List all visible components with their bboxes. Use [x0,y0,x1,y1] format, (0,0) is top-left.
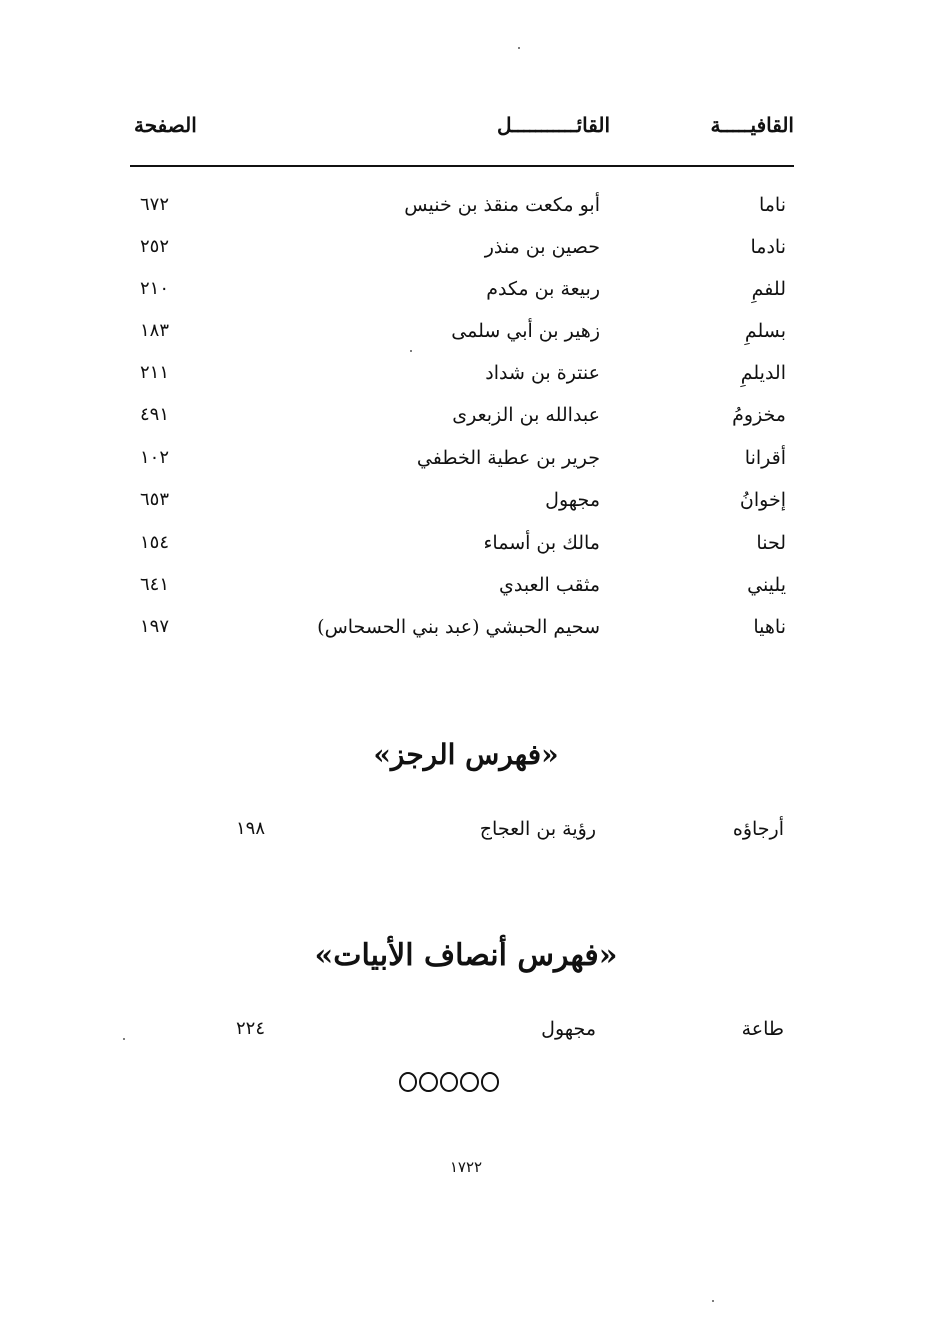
rajaz-page: ١٩٨ [236,818,266,839]
row-page: ١٥٤ [140,532,170,553]
row-qael: أبو مكعت منقذ بن خنيس [404,194,600,216]
row-page: ٦٧٢ [140,194,170,215]
rajaz-qael: رؤية بن العجاج [479,818,596,840]
table-row [0,362,932,400]
ornament-ring [460,1072,478,1092]
table-row [0,404,932,442]
ornament-ring [419,1072,437,1092]
header-qafia: القافيـــــة [710,113,794,137]
page-number: ١٧٢٢ [449,1158,483,1176]
table-row [0,489,932,527]
table-row [0,532,932,570]
scan-speck [410,350,412,352]
row-page: ٢١١ [140,362,170,383]
ornament-ring [440,1072,458,1092]
row-qafia: بسلمِ [744,320,786,342]
header-qael: القائـــــــــــل [496,113,610,137]
header-page: الصفحة [134,113,197,137]
ornament-ring [481,1072,499,1092]
row-page: ١٠٢ [140,447,170,468]
table-row [0,616,932,654]
row-qafia: ناما [758,194,786,216]
table-row [0,574,932,612]
row-qafia: مخزومُ [732,404,786,426]
rajaz-index-title: «فهرس الرجز» [373,738,559,771]
row-qael: مجهول [545,489,600,511]
row-qael: زهير بن أبي سلمى [451,320,600,342]
end-ornament [399,1072,499,1094]
scan-speck [712,1300,714,1302]
half-verses-qael: مجهول [541,1018,596,1040]
row-page: ٦٤١ [140,574,170,595]
rajaz-qafia: أرجاؤه [732,818,784,840]
row-qael: ربيعة بن مكدم [486,278,600,300]
table-row [0,447,932,485]
row-qael: حصين بن منذر [484,236,600,258]
header-rule [130,165,794,167]
table-row [0,194,932,232]
row-qael: سحيم الحبشي (عبد بني الحسحاس) [317,616,600,638]
row-qafia: نادما [750,236,786,258]
table-row [0,320,932,358]
row-qafia: أقرانا [744,447,786,469]
row-qael: عنترة بن شداد [485,362,600,384]
row-page: ٦٥٣ [140,489,170,510]
half-verses-qafia: طاعة [741,1018,784,1040]
scan-speck [518,47,520,49]
row-page: ٤٩١ [140,404,170,425]
half-verses-page: ٢٢٤ [236,1018,266,1039]
row-qael: جرير بن عطية الخطفي [416,447,600,469]
row-qafia: إخوانُ [739,489,786,511]
ornament-ring [399,1072,417,1092]
row-page: ١٨٣ [140,320,170,341]
row-qafia: لحنا [756,532,786,554]
row-qafia: للفمِ [751,278,786,300]
half-verses-index-title: «فهرس أنصاف الأبيات» [314,938,618,973]
table-row [0,236,932,274]
row-qael: مثقب العبدي [498,574,600,596]
table-row [0,278,932,316]
scan-speck [123,1038,125,1040]
row-qafia: يليني [747,574,786,596]
row-qafia: الديلمِ [740,362,786,384]
row-qael: مالك بن أسماء [483,532,600,554]
row-page: ١٩٧ [140,616,170,637]
row-page: ٢١٠ [140,278,170,299]
row-qafia: ناهيا [753,616,786,638]
row-page: ٢٥٢ [140,236,170,257]
row-qael: عبدالله بن الزبعرى [452,404,600,426]
